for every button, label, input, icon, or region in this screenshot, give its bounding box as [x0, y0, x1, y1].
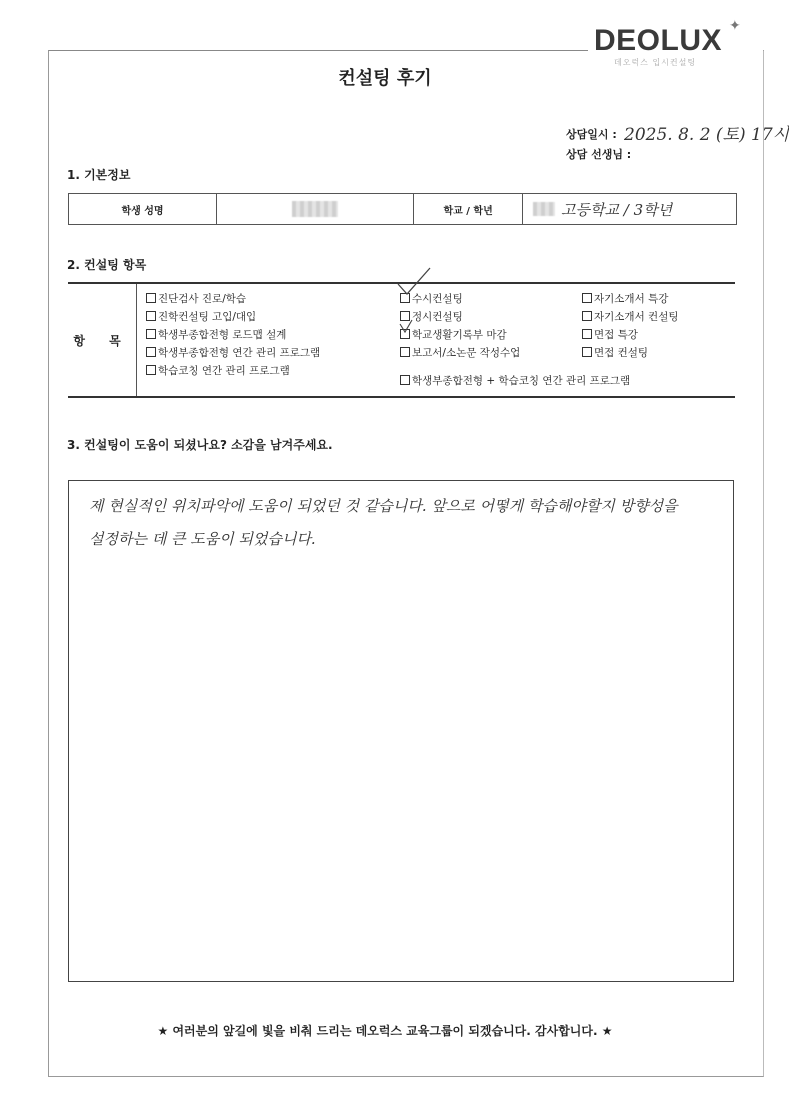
check-marks — [394, 270, 454, 350]
student-name-label: 학생 성명 — [69, 194, 217, 224]
option-jeongsi[interactable]: 정시컨설팅 — [400, 309, 463, 324]
school-grade-label: 학교 / 학년 — [414, 194, 523, 224]
option-record-finish[interactable]: 학교생활기록부 마감 — [400, 327, 507, 342]
logo-text: DEOLUX — [594, 24, 723, 57]
sparkle-icon: ✦ — [729, 18, 741, 34]
option-interview-lecture[interactable]: 면접 특강 — [582, 327, 638, 342]
option-report-class[interactable]: 보고서/소논문 작성수업 — [400, 345, 520, 360]
section-review-title: 3. 컨설팅이 도움이 되셨나요? 소감을 남겨주세요. — [67, 438, 333, 452]
redacted-name — [292, 201, 338, 217]
consult-date — [566, 125, 789, 145]
section-items-title: 2. 컨설팅 항목 — [67, 258, 147, 272]
consult-teacher — [566, 146, 631, 162]
document-title: 컨설팅 후기 — [338, 68, 432, 89]
checkmark-record — [400, 320, 412, 332]
option-diagnosis[interactable]: 진단검사 진로/학습 — [146, 291, 246, 306]
consult-items-table — [68, 282, 735, 398]
checkmark-susi — [398, 268, 430, 294]
student-name-value — [217, 194, 414, 224]
redacted-school — [533, 202, 555, 216]
option-combined-program[interactable]: 학생부종합전형 + 학습코칭 연간 관리 프로그램 — [400, 373, 630, 388]
option-susi[interactable]: 수시컨설팅 — [400, 291, 463, 306]
review-box[interactable] — [68, 480, 734, 982]
option-interview-consult[interactable]: 면접 컨설팅 — [582, 345, 648, 360]
option-essay-consult[interactable]: 자기소개서 컨설팅 — [582, 309, 678, 324]
section-basic-title: 1. 기본정보 — [67, 168, 131, 182]
option-essay-lecture[interactable]: 자기소개서 특강 — [582, 291, 668, 306]
consult-date-value: 2025. 8. 2 (토) 17시 — [624, 125, 789, 145]
basic-info-table — [68, 193, 737, 225]
items-header: 항 목 — [68, 284, 137, 396]
logo-subtitle: 데오럭스 입시컨설팅 — [614, 58, 697, 67]
school-grade-value — [523, 194, 736, 224]
option-annual-record[interactable]: 학생부종합전형 연간 관리 프로그램 — [146, 345, 320, 360]
review-line-1: 제 현실적인 위치파악에 도움이 되었던 것 같습니다. 앞으로 어떻게 학습해야할지 방향성을 — [89, 497, 678, 515]
option-admission-consult[interactable]: 진학컨설팅 고입/대입 — [146, 309, 256, 324]
option-study-coaching[interactable]: 학습코칭 연간 관리 프로그램 — [146, 363, 290, 378]
school-grade-text: 고등학교 / 3학년 — [561, 200, 673, 219]
consult-teacher-label: 상담 선생님 : — [566, 148, 632, 161]
consult-date-label: 상담일시 : — [566, 128, 617, 141]
footer-message: ★ 여러분의 앞길에 빛을 비춰 드리는 데오럭스 교육그룹이 되겠습니다. 감사합니다. ★ — [157, 1024, 613, 1038]
review-line-2: 설정하는 데 큰 도움이 되었습니다. — [89, 530, 316, 548]
option-roadmap[interactable]: 학생부종합전형 로드맵 설계 — [146, 327, 286, 342]
